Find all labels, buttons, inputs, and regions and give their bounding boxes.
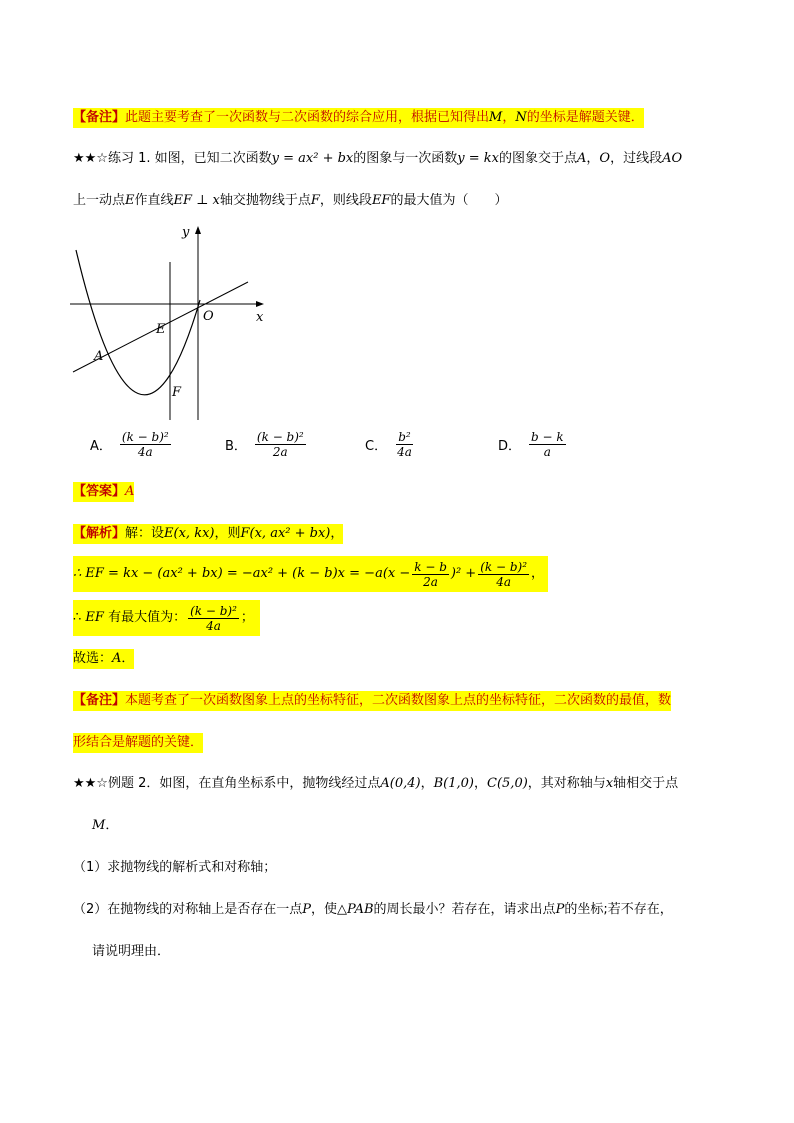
- text: ，使: [311, 902, 338, 917]
- text: 的最大值为（ ）: [390, 193, 508, 208]
- function-graph: [68, 222, 273, 422]
- note-1: [73, 108, 644, 128]
- example-2-line-1: [73, 774, 678, 794]
- denominator: 4a: [496, 574, 511, 589]
- point-b: B(1,0): [433, 776, 474, 791]
- numerator: b − k: [531, 430, 564, 444]
- label-a: A: [94, 349, 104, 364]
- denominator: 2a: [272, 445, 288, 459]
- question-2-line-1: [73, 900, 673, 920]
- text: 有最大值为：: [108, 610, 187, 625]
- denominator: 2a: [423, 574, 438, 589]
- option-a[interactable]: [90, 430, 173, 459]
- numerator: (k − b)²: [190, 603, 237, 618]
- text: ，: [330, 526, 344, 541]
- segment-ef: EF: [85, 610, 104, 625]
- separator: ，: [502, 110, 516, 125]
- analysis-line-1: [73, 524, 343, 544]
- option-d[interactable]: [498, 430, 568, 459]
- numerator: b²: [398, 430, 411, 444]
- fraction-1: [412, 560, 449, 589]
- point-e: E: [125, 193, 135, 208]
- text: 的图象交于点: [499, 151, 578, 166]
- text: ；: [240, 610, 254, 625]
- text: 上一动点: [73, 193, 126, 208]
- exercise-1-line-2: [73, 191, 507, 211]
- note-1-tag: 【备注】: [73, 110, 126, 125]
- text: ，: [531, 566, 545, 581]
- analysis-tag: 【解析】: [73, 526, 126, 541]
- point-p: P: [302, 902, 312, 917]
- text: 轴相交于点: [613, 776, 679, 791]
- y-axis-arrow: [195, 226, 201, 234]
- text: 如图，在直角坐标系中，抛物线经过点: [159, 776, 381, 791]
- point-o: O: [599, 151, 611, 166]
- option-b[interactable]: [225, 430, 308, 459]
- note-2-text: 形结合是解题的关键．: [73, 735, 204, 750]
- option-fraction: [255, 430, 306, 459]
- formula-linear: y = kx: [457, 151, 499, 166]
- numerator: k − b: [414, 559, 447, 574]
- question-1: [73, 858, 276, 878]
- answer-value: A: [125, 484, 135, 499]
- text: ．: [121, 651, 135, 666]
- denominator: 4a: [206, 618, 221, 633]
- denominator: 4a: [137, 445, 153, 459]
- text: 轴交抛物线于点: [219, 193, 311, 208]
- formula-ef: ∴ EF = kx − (ax² + bx) = −ax² + (k − b)x = −a(x −: [73, 566, 411, 581]
- numerator: (k − b)²: [256, 430, 304, 444]
- text: 请说明理由．: [92, 944, 171, 959]
- point-f-coord: F(x, ax² + bx): [240, 526, 331, 541]
- label-f: F: [172, 385, 182, 400]
- formula-perp: EF ⊥ x: [173, 193, 220, 208]
- point-p: P: [555, 902, 565, 917]
- option-label: C．: [365, 439, 388, 454]
- x-axis-arrow: [256, 301, 264, 307]
- label-x: x: [256, 310, 264, 325]
- formula-part: )² +: [450, 566, 477, 581]
- example-2-line-2: [92, 816, 118, 836]
- segment-ef: EF: [371, 193, 391, 208]
- example-stars: ★★☆例题 2．: [73, 776, 160, 791]
- formula-quadratic: y = ax² + bx: [271, 151, 354, 166]
- note-2-line-1: [73, 691, 671, 711]
- analysis-line-3: [73, 600, 260, 636]
- text: 作直线: [134, 193, 174, 208]
- point-m: M: [489, 110, 503, 125]
- note-1-text: 此题主要考查了一次函数与二次函数的综合应用，根据已知得出: [125, 110, 490, 125]
- label-e: E: [156, 322, 166, 337]
- exercise-stars: ★★☆练习 1.: [73, 151, 151, 166]
- answer-tag: 【答案】: [73, 484, 126, 499]
- text: ，: [586, 151, 600, 166]
- option-c[interactable]: [365, 430, 416, 459]
- denominator: 4a: [397, 445, 412, 459]
- parabola-curve: [76, 250, 200, 395]
- text: 的图象与一次函数: [353, 151, 458, 166]
- point-n: N: [515, 110, 527, 125]
- numerator: (k − b)²: [121, 430, 169, 444]
- segment-ao: AO: [662, 151, 683, 166]
- text: 的周长最小？若存在，请求出点: [373, 902, 556, 917]
- text: ，则: [214, 526, 241, 541]
- option-label: B．: [225, 439, 247, 454]
- text: ，: [474, 776, 488, 791]
- triangle-pab: △PAB: [337, 902, 374, 917]
- text: 解：设: [125, 526, 165, 541]
- text: ．: [105, 818, 119, 833]
- point-f: F: [310, 193, 320, 208]
- fraction-3: [188, 604, 239, 633]
- text: ，其对称轴与: [527, 776, 606, 791]
- option-fraction: [529, 430, 566, 459]
- numerator: (k − b)²: [480, 559, 528, 574]
- point-m: M: [92, 818, 106, 833]
- point-a: A: [577, 151, 587, 166]
- text: ，过线段: [610, 151, 663, 166]
- text: ，: [420, 776, 434, 791]
- analysis-line-2: [73, 556, 548, 592]
- fraction-2: [478, 560, 529, 589]
- denominator: a: [543, 445, 551, 459]
- note-2-line-2: [73, 733, 203, 753]
- note-2-tag: 【备注】: [73, 693, 126, 708]
- answer-value: A: [112, 651, 122, 666]
- option-label: D．: [498, 439, 522, 454]
- text: 故选：: [73, 651, 113, 666]
- therefore: ∴: [73, 610, 82, 625]
- option-label: A．: [90, 439, 112, 454]
- answer: [73, 482, 134, 502]
- x-var: x: [605, 776, 614, 791]
- label-y: y: [182, 225, 190, 240]
- point-a: A(0,4): [380, 776, 421, 791]
- option-fraction: [395, 430, 414, 459]
- text: 的坐标;若不存在，: [564, 902, 673, 917]
- note-2-text: 本题考查了一次函数图象上点的坐标特征，二次函数图象上点的坐标特征，二次函数的最值，数: [125, 693, 672, 708]
- text: （1）求抛物线的解析式和对称轴；: [73, 860, 277, 875]
- text: 如图，已知二次函数: [154, 151, 272, 166]
- point-e-coord: E(x, kx): [164, 526, 215, 541]
- text: （2）在抛物线的对称轴上是否存在一点: [73, 902, 303, 917]
- text: ，则线段: [319, 193, 372, 208]
- note-1-tail: 的坐标是解题关键．: [526, 110, 644, 125]
- point-c: C(5,0): [487, 776, 528, 791]
- question-2-line-2: [92, 942, 170, 962]
- option-fraction: [120, 430, 171, 459]
- exercise-1-line-1: [73, 149, 682, 169]
- analysis-choose: [73, 649, 134, 669]
- label-o: O: [203, 309, 214, 324]
